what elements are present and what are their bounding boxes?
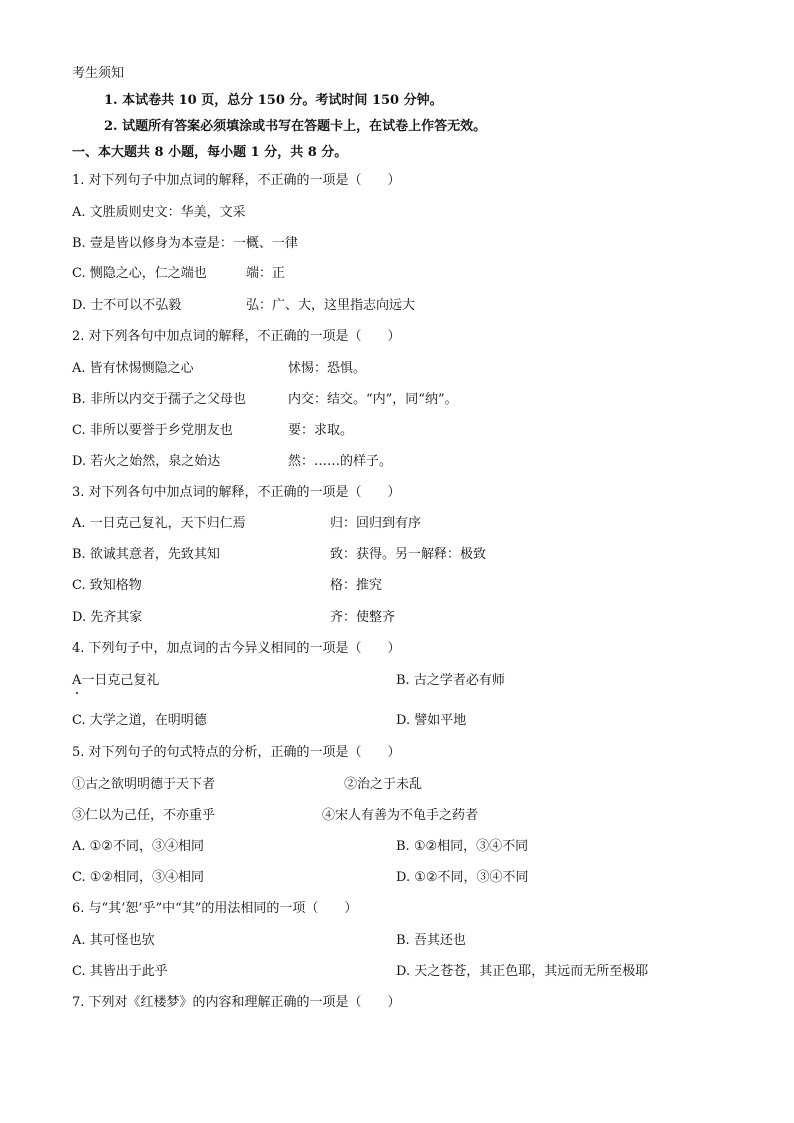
question-1-stem: 1. 对下列句子中加点词的解释，不正确的一项是（ ） [72, 173, 401, 188]
question-7-stem: 7. 下列对《红楼梦》的内容和理解正确的一项是（ ） [72, 995, 401, 1010]
q3-option-a: A. 一日克己复礼，天下归仁焉 [72, 516, 246, 531]
notice-item-2: 2. 试题所有答案必须填涂或书写在答题卡上，在试卷上作答无效。 [104, 119, 487, 134]
q5-option-c: C. ①②相同，③④相同 [72, 870, 205, 885]
q2-option-d-gloss: 然：……的样子。 [288, 454, 393, 469]
section-heading: 一、本大题共 8 小题，每小题 1 分，共 8 分。 [72, 145, 348, 160]
notice-title: 考生须知 [72, 66, 125, 81]
q3-option-a-gloss: 归：回归到有序 [330, 516, 422, 531]
q6-option-d: D. 天之苍苍，其正色耶，其远而无所至极耶 [396, 964, 649, 979]
q5-option-b: B. ①②相同，③④不同 [396, 839, 529, 854]
q2-option-a: A. 皆有怵惕恻隐之心 [72, 361, 194, 376]
q3-option-d: D. 先齐其家 [72, 610, 143, 625]
q1-option-c-gloss: 端：正 [246, 266, 286, 281]
emphasis-dot-mark [76, 692, 78, 694]
q6-option-a: A. 其可怪也欤 [72, 933, 155, 948]
q1-option-c: C. 恻隐之心，仁之端也 [72, 266, 207, 281]
q5-sentence-1: ①古之欲明明德于天下者 [72, 777, 216, 792]
q1-option-d: D. 士不可以不弘毅 [72, 298, 182, 313]
q5-sentence-4: ④宋人有善为不龟手之药者 [322, 808, 479, 823]
q5-option-a: A. ①②不同，③④相同 [72, 839, 204, 854]
q3-option-b-gloss: 致：获得。另一解释：极致 [330, 547, 487, 562]
question-2-stem: 2. 对下列各句中加点词的解释，不正确的一项是（ ） [72, 329, 401, 344]
question-5-stem: 5. 对下列句子的句式特点的分析，正确的一项是（ ） [72, 745, 401, 760]
notice-item-1: 1. 本试卷共 10 页，总分 150 分。考试时间 150 分钟。 [104, 93, 443, 108]
q5-sentence-2: ②治之于未乱 [344, 777, 423, 792]
q6-option-c: C. 其皆出于此乎 [72, 964, 168, 979]
q1-option-d-gloss: 弘：广、大，这里指志向远大 [246, 298, 416, 313]
q3-option-b: B. 欲诚其意者，先致其知 [72, 547, 220, 562]
question-6-stem: 6. 与“其‘恕’乎”中“其”的用法相同的一项（ ） [72, 901, 358, 916]
q3-option-c: C. 致知格物 [72, 578, 142, 593]
q6-option-b: B. 吾其还也 [396, 933, 466, 948]
q3-option-d-gloss: 齐：使整齐 [330, 610, 396, 625]
q2-option-c-gloss: 要：求取。 [288, 423, 354, 438]
q1-option-b: B. 壹是皆以修身为本壹是：一概、一律 [72, 236, 298, 251]
q4-option-b: B. 古之学者必有师 [396, 673, 505, 688]
q2-option-b-gloss: 内交：结交。“内”，同“纳”。 [288, 392, 458, 407]
q4-option-c: C. 大学之道，在明明德 [72, 713, 207, 728]
q1-option-a: A. 文胜质则史文：华美，文采 [72, 205, 246, 220]
q4-option-d: D. 譬如平地 [396, 713, 467, 728]
q2-option-d: D. 若火之始然，泉之始达 [72, 454, 221, 469]
q3-option-c-gloss: 格：推究 [330, 578, 383, 593]
q4-option-a: A一日克己复礼 [72, 673, 160, 688]
q2-option-a-gloss: 怵惕：恐惧。 [288, 361, 367, 376]
q5-sentence-3: ③仁以为己任，不亦重乎 [72, 808, 216, 823]
q5-option-d: D. ①②不同，③④不同 [396, 870, 529, 885]
question-4-stem: 4. 下列句子中，加点词的古今异义相同的一项是（ ） [72, 641, 401, 656]
q2-option-c: C. 非所以要誉于乡党朋友也 [72, 423, 233, 438]
question-3-stem: 3. 对下列各句中加点词的解释，不正确的一项是（ ） [72, 485, 401, 500]
q2-option-b: B. 非所以内交于孺子之父母也 [72, 392, 246, 407]
